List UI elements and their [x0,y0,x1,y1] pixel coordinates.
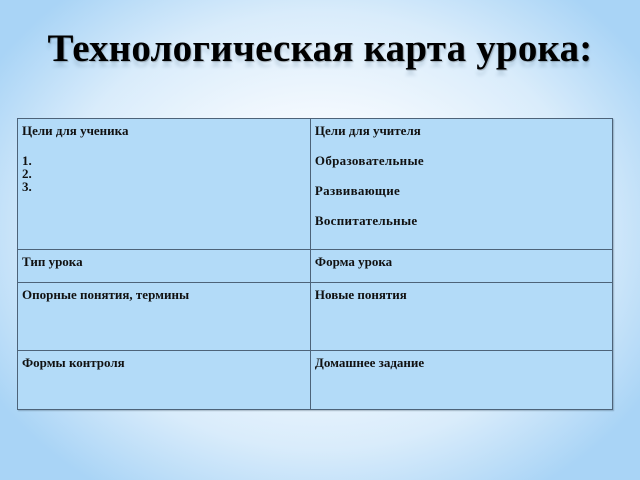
control-forms-cell[interactable] [18,350,311,409]
core-concepts-cell[interactable] [18,283,311,350]
table-row [18,119,613,250]
student-goals-list [22,154,306,193]
teacher-goal-developmental: Развивающие [314,183,401,198]
table-row [18,350,613,409]
core-concepts-label: Опорные понятия, термины [22,287,190,303]
new-concepts-cell[interactable] [310,283,612,350]
student-goals-label: Цели для ученика [22,123,129,138]
list-item: 2. [22,166,32,181]
teacher-goals-cell[interactable] [310,119,612,250]
table-row [18,283,613,350]
lesson-type-cell[interactable] [18,249,311,282]
slide-title: Технологическая карта урока: [47,27,593,70]
teacher-goals-label: Цели для учителя [314,123,421,138]
lesson-plan-table [17,118,613,410]
teacher-goal-upbringing: Воспитательные [314,213,418,228]
lesson-form-cell[interactable] [310,249,612,282]
lesson-type-label: Тип урока [22,253,83,269]
list-item: 1. [22,153,32,168]
teacher-goal-educational: Образовательные [314,153,424,168]
homework-cell[interactable] [310,350,612,409]
control-forms-label: Формы контроля [22,354,125,370]
lesson-form-label: Форма урока [314,253,393,269]
table-row [18,249,613,282]
student-goals-cell[interactable] [18,119,311,250]
new-concepts-label: Новые понятия [314,287,407,303]
list-item: 3. [22,179,32,194]
homework-label: Домашнее задание [314,354,425,370]
